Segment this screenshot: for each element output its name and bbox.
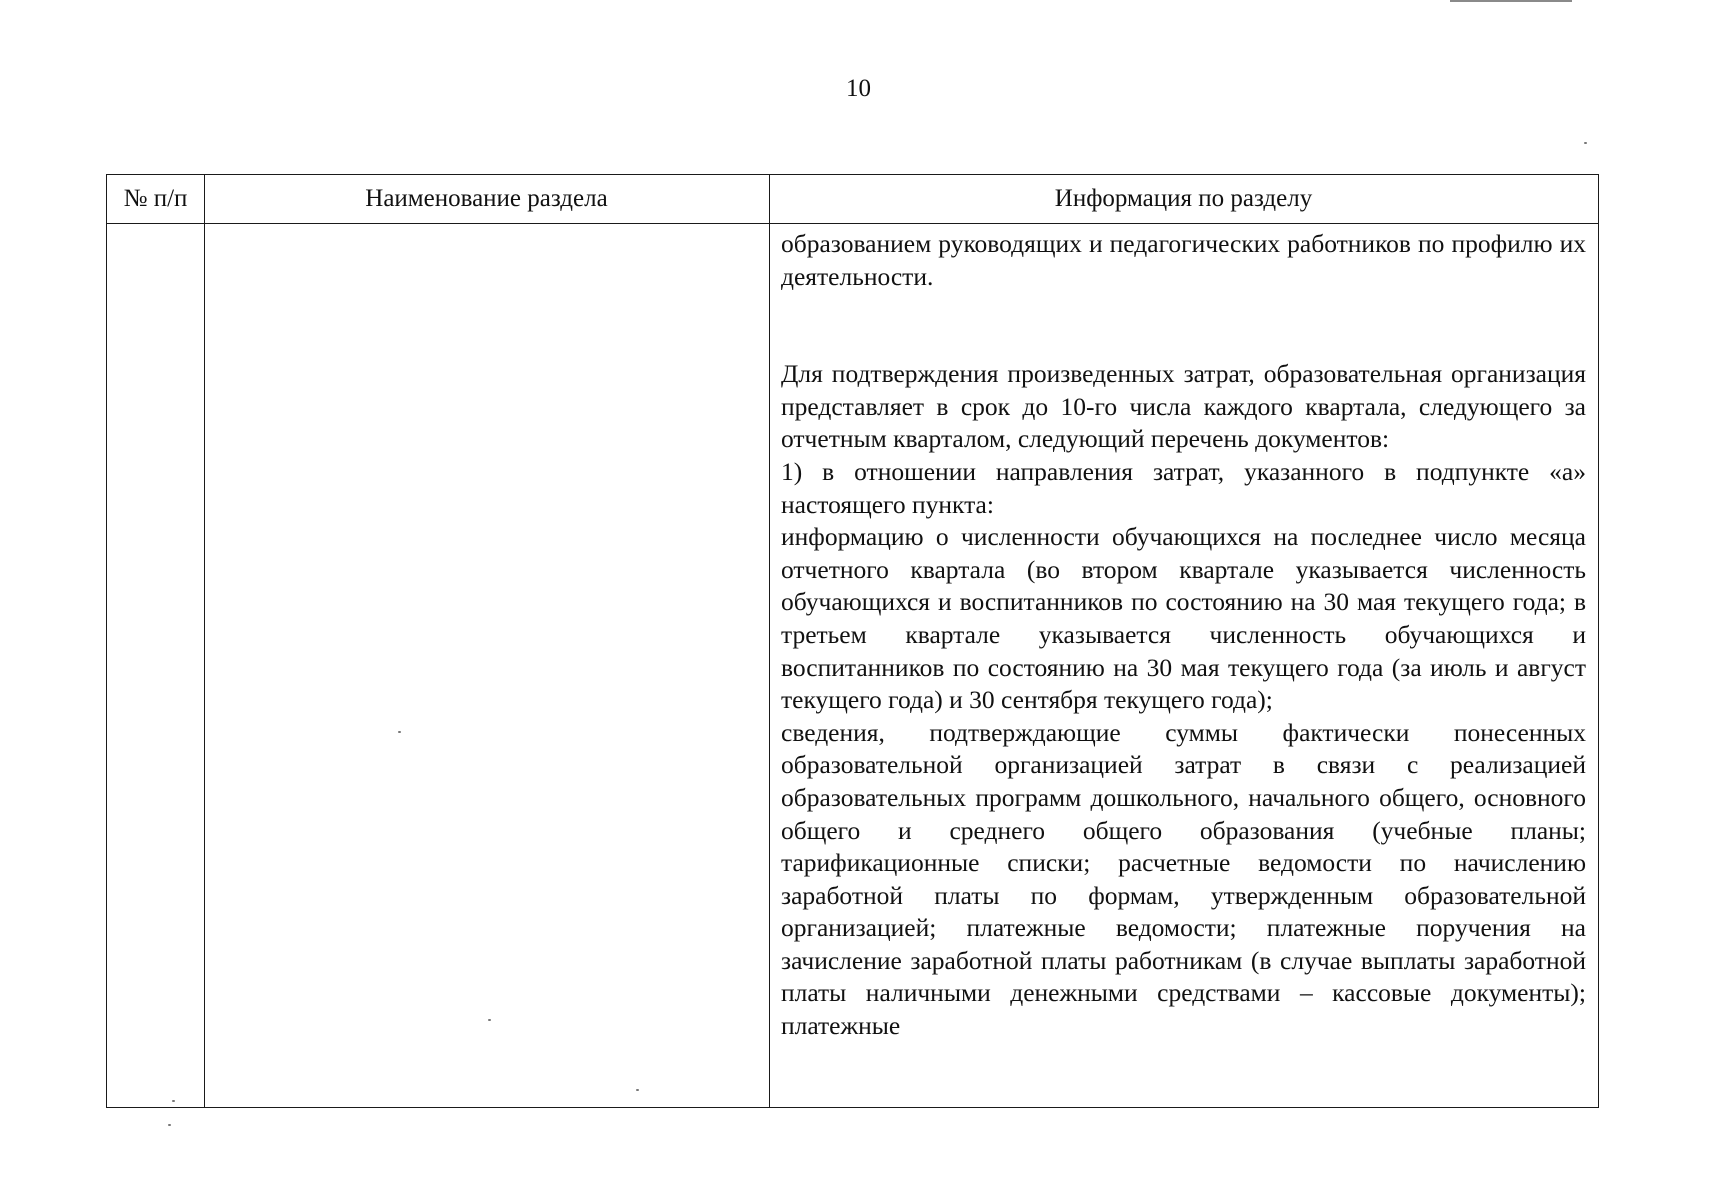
- header-divider: [107, 223, 1598, 224]
- scan-speck: [168, 1124, 171, 1126]
- scan-speck: [1584, 142, 1587, 144]
- paragraph-gap: [781, 293, 1586, 358]
- scan-speck: [488, 1019, 491, 1021]
- section-info-cell: [781, 228, 1586, 1043]
- page-number: 10: [846, 75, 871, 102]
- section-table: [106, 174, 1599, 1108]
- header-section-name: Наименование раздела: [365, 185, 608, 212]
- info-paragraph-5: сведения, подтверждающие суммы фактически понесенных образовательной организацией затрат в связи с реализацией образовательных программ дошкольного, начального общего, основного общего и среднего общего образования (учебные планы; тарификационные списки; расчетные ведомости по начислению заработной платы по формам, утвержденным образовательной организацией; платежные ведомости; платежные поручения на зачисление заработной платы работникам (в случае выплаты заработной платы наличными денежными средствами – кассовые документы); платежные: [781, 717, 1586, 1041]
- column-divider-1: [204, 175, 205, 1107]
- info-paragraph-3: 1) в отношении направления затрат, указанного в подпункте «а» настоящего пункта:: [781, 456, 1586, 519]
- scan-speck: [636, 1089, 639, 1091]
- scan-speck: [398, 731, 401, 733]
- column-divider-2: [769, 175, 770, 1107]
- info-paragraph-4: информацию о численности обучающихся на последнее число месяца отчетного квартала (во втором квартале указывается численность обучающихся и воспитанников по состоянию на 30 мая текущего года; в третьем квартале указывается численность обучающихся и воспитанников по состоянию на 30 мая текущего года (за июль и август текущего года) и 30 сентября текущего года);: [781, 522, 1586, 715]
- top-edge-rule: [1450, 0, 1572, 2]
- header-number: № п/п: [123, 185, 188, 212]
- header-section-info: Информация по разделу: [1054, 185, 1313, 212]
- info-paragraph-1: образованием руководящих и педагогических работников по профилю их деятельности.: [781, 229, 1586, 291]
- info-paragraph-2: Для подтверждения произведенных затрат, образовательная организация представляет в срок до 10-го числа каждого квартала, следующего за отчетным кварталом, следующий перечень документов:: [781, 359, 1586, 454]
- scan-speck: [172, 1100, 175, 1102]
